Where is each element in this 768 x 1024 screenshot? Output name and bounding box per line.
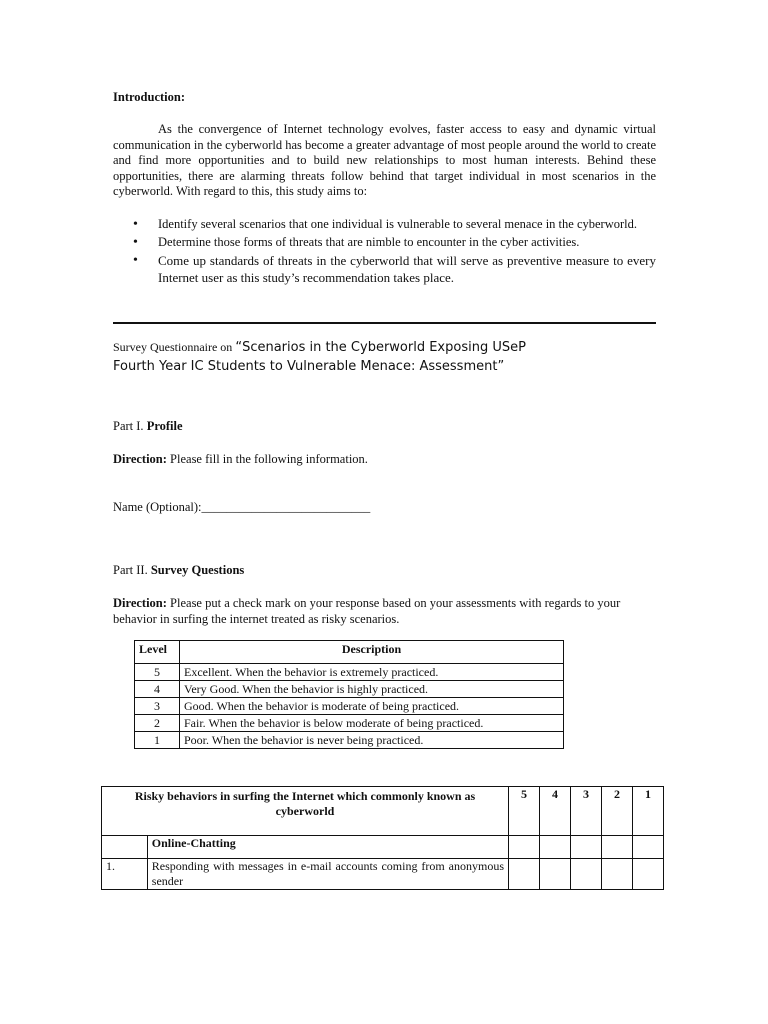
table-row [135,732,564,749]
table-header-row [135,641,564,664]
check-cell[interactable] [509,836,540,859]
table-row [135,681,564,698]
check-cell[interactable] [509,859,540,890]
row-number: 1. [102,859,148,890]
part1-heading: Part I. Profile [113,419,183,433]
section-divider [113,322,656,324]
check-cell[interactable] [602,836,633,859]
scale-header: 5 [509,787,540,836]
scale-header: 4 [540,787,571,836]
level-cell: 5 [135,664,180,681]
behavior-table [101,786,664,890]
part2-direction: Direction: Please put a check mark on your response based on your assessments with regards to your behavior in surfing the internet treated as risky scenarios. [113,596,621,626]
description-cell: Fair. When the behavior is below moderate of being practiced. [180,715,564,732]
check-cell[interactable] [540,859,571,890]
bullet-icon: • [133,234,138,250]
aims-list-item: • Identify several scenarios that one individual is vulnerable to several menace in the cyberworld. [133,217,637,232]
aims-list [113,217,656,288]
scale-header: 2 [602,787,633,836]
level-cell: 1 [135,732,180,749]
introduction-heading: Introduction: [113,90,186,104]
table-row [135,715,564,732]
behavior-text: Responding with messages in e-mail accounts coming from anonymous sender [147,859,508,890]
level-cell: 2 [135,715,180,732]
check-cell[interactable] [540,836,571,859]
table-row [135,698,564,715]
section-label: Online-Chatting [147,836,508,859]
table-row [102,859,664,890]
aims-list-item: • Determine those forms of threats that are nimble to encounter in the cyber activities. [133,234,580,250]
name-field[interactable]: Name (Optional):___________________________ [113,500,371,514]
aims-list-item: • Come up standards of threats in the cyberworld that will serve as preventive measure to every Internet user as this study’s recommendation takes place. [133,253,656,286]
behavior-header: Risky behaviors in surfing the Internet which commonly known as cyberworld [102,787,509,836]
part1-direction: Direction: Please fill in the following information. [113,452,368,466]
bullet-icon: • [133,253,138,269]
table-header-row [102,787,664,836]
check-cell[interactable] [602,859,633,890]
section-row [102,836,664,859]
description-cell: Very Good. When the behavior is highly practiced. [180,681,564,698]
part2-heading: Part II. Survey Questions [113,563,245,577]
bullet-icon: • [133,217,138,232]
level-header: Level [135,641,180,664]
check-cell[interactable] [633,859,664,890]
description-cell: Poor. When the behavior is never being practiced. [180,732,564,749]
table-row [135,664,564,681]
level-cell: 4 [135,681,180,698]
survey-title: Survey Questionnaire on “Scenarios in the Cyberworld Exposing USeP Fourth Year IC Students to Vulnerable Menace: Assessment” [113,340,526,374]
check-cell[interactable] [571,859,602,890]
scale-header: 3 [571,787,602,836]
level-table [134,640,564,749]
description-cell: Excellent. When the behavior is extremely practiced. [180,664,564,681]
scale-header: 1 [633,787,664,836]
description-cell: Good. When the behavior is moderate of being practiced. [180,698,564,715]
level-cell: 3 [135,698,180,715]
introduction-paragraph: As the convergence of Internet technology evolves, faster access to easy and dynamic virtual communication in the cyberworld has become a greater advantage of most people around the world to create and find more opportunities and to build new relationships to most human interests. Behind these opportunities, there are alarming threats follow behind that target individual in most scenarios in the cyberworld. With regard to this, this study aims to: [113,122,656,199]
description-header: Description [180,641,564,664]
check-cell[interactable] [633,836,664,859]
check-cell[interactable] [571,836,602,859]
